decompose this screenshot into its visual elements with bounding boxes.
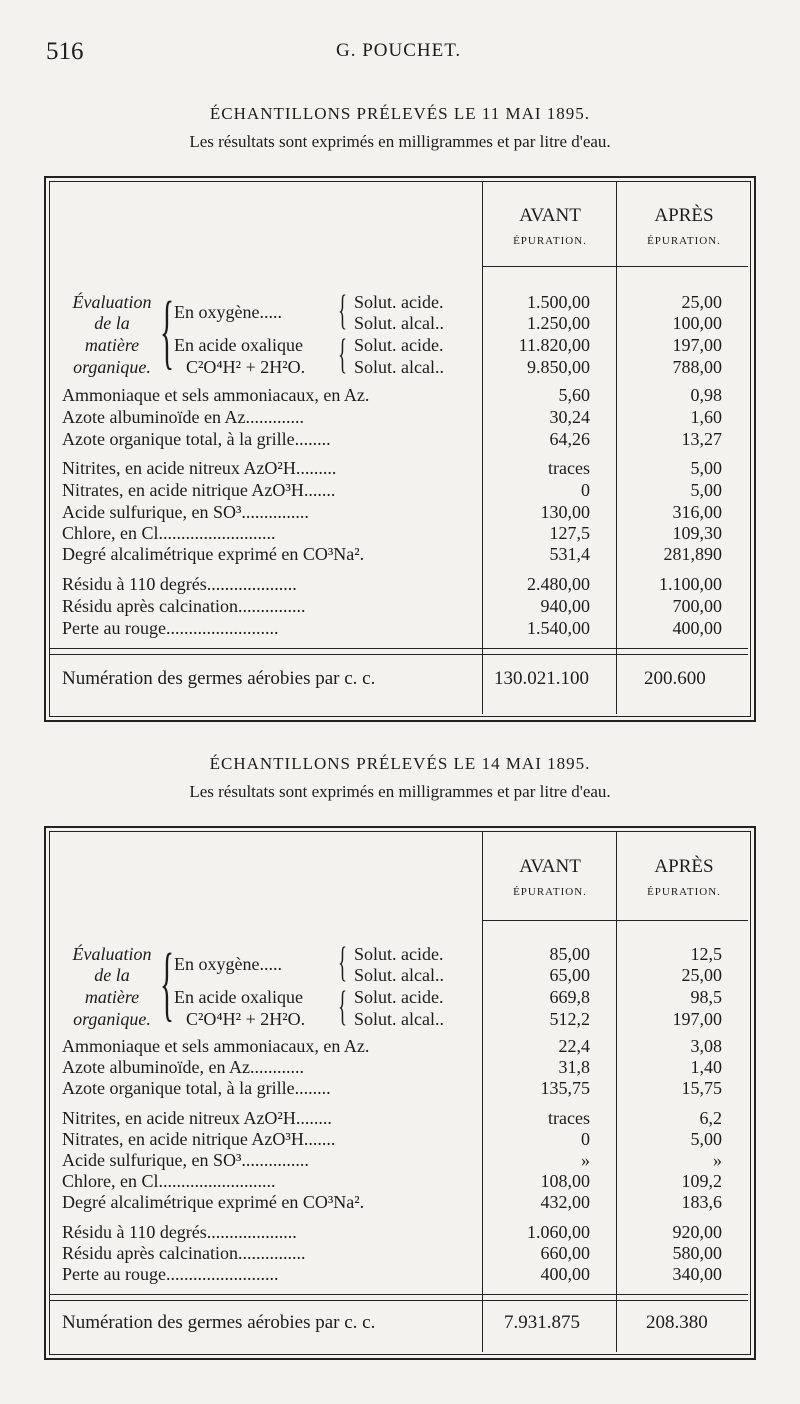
- table-2-row-avant: 31,8: [558, 1057, 590, 1077]
- table-1-row-apres: 316,00: [672, 502, 722, 522]
- table-1-row-label: Ammoniaque et sels ammoniacaux, en Az.: [62, 385, 370, 405]
- table-1-header-rule: [482, 266, 748, 267]
- table-1-title: ÉCHANTILLONS PRÉLEVÉS LE 11 MAI 1895.: [209, 104, 591, 123]
- table-2-row-avant: 660,00: [540, 1243, 590, 1263]
- table-2-row-apres: 6,2: [699, 1108, 722, 1128]
- table-1-subtitle: Les résultats sont exprimés en milligrammes et par litre d'eau.: [189, 132, 611, 151]
- table-1-row-avant: 2.480,00: [527, 574, 590, 594]
- table-2-row-label: Acide sulfurique, en SO³...............: [62, 1150, 309, 1170]
- table-1-eval-label-1: Évaluation: [72, 292, 152, 312]
- table-2-germes-avant: 7.931.875: [504, 1312, 580, 1333]
- table-1-eval-label-3: matière: [84, 335, 140, 355]
- table-1-oxalique-formula: C²O⁴H² + 2H²O.: [186, 357, 306, 377]
- table-1-row-avant: 30,24: [549, 407, 590, 427]
- table-1-row-avant: 940,00: [540, 596, 590, 616]
- table-2-col-avant: AVANT ÉPURATION.: [513, 856, 587, 898]
- table-2-row-apres: 15,75: [681, 1078, 722, 1098]
- table-2-row-apres: 3,08: [690, 1036, 722, 1056]
- table-1-row-avant: 64,26: [549, 429, 590, 449]
- table-1-row-avant: 1.540,00: [527, 618, 590, 638]
- table-1-eval-label-4: organique.: [73, 357, 151, 377]
- table-2-row-avant: 108,00: [540, 1171, 590, 1191]
- table-1-col-avant: AVANT ÉPURATION.: [513, 205, 587, 247]
- table-1-row-avant: 127,5: [549, 523, 590, 543]
- table-1-germes-avant: 130.021.100: [494, 668, 589, 689]
- table-2-eval-label-2: de la: [94, 965, 130, 985]
- table-1-row-apres: 5,00: [690, 480, 722, 500]
- table-1-row-avant: 531,4: [549, 544, 590, 564]
- table-2-row-label: Résidu à 110 degrés....................: [62, 1222, 297, 1242]
- table-1-row-apres: 109,30: [672, 523, 722, 543]
- table-1-sol-4-avant: 9.850,00: [527, 357, 590, 377]
- table-1-brace-oxalique: {: [338, 332, 348, 378]
- table-1-row-label: Résidu à 110 degrés....................: [62, 574, 297, 594]
- table-2-row-apres: 1,40: [690, 1057, 722, 1077]
- table-1-sol-2-avant: 1.250,00: [527, 313, 590, 333]
- table-2-row-avant: »: [581, 1150, 590, 1170]
- table-2-row-apres: »: [713, 1150, 722, 1170]
- table-1-row-avant: 5,60: [558, 385, 590, 405]
- table-1-sol-4: Solut. alcal..: [354, 357, 444, 377]
- table-2-row-label: Perte au rouge.........................: [62, 1264, 279, 1284]
- table-1-row-avant: traces: [548, 458, 590, 478]
- table-2-row-avant: 1.060,00: [527, 1222, 590, 1242]
- table-2-row-avant: 135,75: [540, 1078, 590, 1098]
- table-1-sol-1-avant: 1.500,00: [527, 292, 590, 312]
- table-2-eval-label-3: matière: [84, 987, 140, 1007]
- table-1-row-label: Perte au rouge.........................: [62, 618, 279, 638]
- table-1-row-label: Azote organique total, à la grille........: [62, 429, 331, 449]
- table-2-sol-4-avant: 512,2: [549, 1009, 590, 1029]
- table-2-brace-oxalique: {: [338, 984, 348, 1030]
- table-1-row-label: Acide sulfurique, en SO³...............: [62, 502, 309, 522]
- table-1-row-avant: 130,00: [540, 502, 590, 522]
- table-1-sol-2-apres: 100,00: [672, 313, 722, 333]
- table-2-row-label: Ammoniaque et sels ammoniacaux, en Az.: [62, 1036, 370, 1056]
- table-1-row-label: Résidu après calcination...............: [62, 596, 306, 616]
- table-1-germes-rule-b: [50, 654, 748, 655]
- table-2-germes-label: Numération des germes aérobies par c. c.: [62, 1312, 376, 1333]
- table-1-germes-rule-a: [50, 648, 748, 649]
- table-2-brace-oxygene: {: [338, 940, 348, 986]
- table-1-row-avant: 0: [581, 480, 590, 500]
- running-head: G. POUCHET.: [336, 40, 462, 61]
- table-2-row-apres: 183,6: [681, 1192, 722, 1212]
- table-1-sol-1: Solut. acide.: [354, 292, 444, 312]
- table-2-row-label: Azote albuminoïde, en Az............: [62, 1057, 304, 1077]
- table-1-sol-2: Solut. alcal..: [354, 313, 444, 333]
- table-1-row-apres: 400,00: [672, 618, 722, 638]
- table-1-row-apres: 1.100,00: [659, 574, 722, 594]
- table-1-sol-3: Solut. acide.: [354, 335, 444, 355]
- table-2-row-label: Azote organique total, à la grille........: [62, 1078, 331, 1098]
- table-2-brace-eval: {: [160, 937, 175, 1030]
- table-2-row-avant: 400,00: [540, 1264, 590, 1284]
- table-1-row-apres: 0,98: [690, 385, 722, 405]
- table-2-sol-3-apres: 98,5: [690, 987, 722, 1007]
- table-1-row-apres: 281,890: [663, 544, 722, 564]
- table-2-row-label: Nitrates, en acide nitrique AzO³H.......: [62, 1129, 336, 1149]
- table-2-row-avant: traces: [548, 1108, 590, 1128]
- table-2-eval-label-1: Évaluation: [72, 944, 152, 964]
- table-2-oxalique-label: En acide oxalique: [174, 987, 303, 1007]
- table-2-row-label: Chlore, en Cl..........................: [62, 1171, 276, 1191]
- table-1-oxalique-label: En acide oxalique: [174, 335, 303, 355]
- table-2-sol-1: Solut. acide.: [354, 944, 444, 964]
- table-1-row-apres: 1,60: [690, 407, 722, 427]
- table-1-row-apres: 5,00: [690, 458, 722, 478]
- table-2-row-label: Degré alcalimétrique exprimé en CO³Na².: [62, 1192, 365, 1212]
- table-2-sol-1-avant: 85,00: [549, 944, 590, 964]
- table-2-row-avant: 0: [581, 1129, 590, 1149]
- table-2-row-apres: 340,00: [672, 1264, 722, 1284]
- table-2-sol-1-apres: 12,5: [690, 944, 722, 964]
- table-1-germes-apres: 200.600: [644, 668, 706, 689]
- table-2-germes-rule-a: [50, 1294, 748, 1295]
- table-1-row-label: Degré alcalimétrique exprimé en CO³Na².: [62, 544, 365, 564]
- table-1-row-label: Azote albuminoïde en Az.............: [62, 407, 304, 427]
- table-2-row-apres: 5,00: [690, 1129, 722, 1149]
- table-1-oxygene-label: En oxygène.....: [174, 302, 282, 322]
- table-1-row-label: Nitrites, en acide nitreux AzO²H.........: [62, 458, 337, 478]
- table-2-row-avant: 432,00: [540, 1192, 590, 1212]
- table-2-sol-2-avant: 65,00: [549, 965, 590, 985]
- table-1-row-label: Nitrates, en acide nitrique AzO³H.......: [62, 480, 336, 500]
- table-2-subtitle: Les résultats sont exprimés en milligrammes et par litre d'eau.: [189, 782, 611, 801]
- table-2-oxygene-label: En oxygène.....: [174, 954, 282, 974]
- table-2-row-apres: 920,00: [672, 1222, 722, 1242]
- table-2-sol-2-apres: 25,00: [681, 965, 722, 985]
- table-2-header-rule: [482, 920, 748, 921]
- table-2-sol-2: Solut. alcal..: [354, 965, 444, 985]
- table-2-sol-3-avant: 669,8: [549, 987, 590, 1007]
- page-number: 516: [46, 38, 84, 65]
- table-1-sol-1-apres: 25,00: [681, 292, 722, 312]
- table-2-germes-apres: 208.380: [646, 1312, 708, 1333]
- table-1-germes-label: Numération des germes aérobies par c. c.: [62, 668, 376, 689]
- table-2-title: ÉCHANTILLONS PRÉLEVÉS LE 14 MAI 1895.: [209, 754, 591, 773]
- table-1-row-apres: 700,00: [672, 596, 722, 616]
- table-2-row-label: Nitrites, en acide nitreux AzO²H........: [62, 1108, 332, 1128]
- table-2-eval-label-4: organique.: [73, 1009, 151, 1029]
- table-1-sol-3-avant: 11.820,00: [518, 335, 590, 355]
- table-2-col-apres: APRÈS ÉPURATION.: [647, 856, 721, 898]
- table-1-sol-4-apres: 788,00: [672, 357, 722, 377]
- table-2-oxalique-formula: C²O⁴H² + 2H²O.: [186, 1009, 306, 1029]
- table-2-row-avant: 22,4: [558, 1036, 590, 1056]
- table-2-row-label: Résidu après calcination...............: [62, 1243, 306, 1263]
- table-1-row-label: Chlore, en Cl..........................: [62, 523, 276, 543]
- table-2-row-apres: 109,2: [681, 1171, 722, 1191]
- table-2-sol-4-apres: 197,00: [672, 1009, 722, 1029]
- table-1-sol-3-apres: 197,00: [672, 335, 722, 355]
- table-1-col-apres: APRÈS ÉPURATION.: [647, 205, 721, 247]
- table-1-row-apres: 13,27: [681, 429, 722, 449]
- table-2-sol-4: Solut. alcal..: [354, 1009, 444, 1029]
- table-2-sol-3: Solut. acide.: [354, 987, 444, 1007]
- table-1-eval-label-2: de la: [94, 313, 130, 333]
- table-1-brace-oxygene: {: [338, 288, 348, 334]
- table-1-brace-eval: {: [160, 285, 175, 378]
- table-2-germes-rule-b: [50, 1300, 748, 1301]
- table-2-row-apres: 580,00: [672, 1243, 722, 1263]
